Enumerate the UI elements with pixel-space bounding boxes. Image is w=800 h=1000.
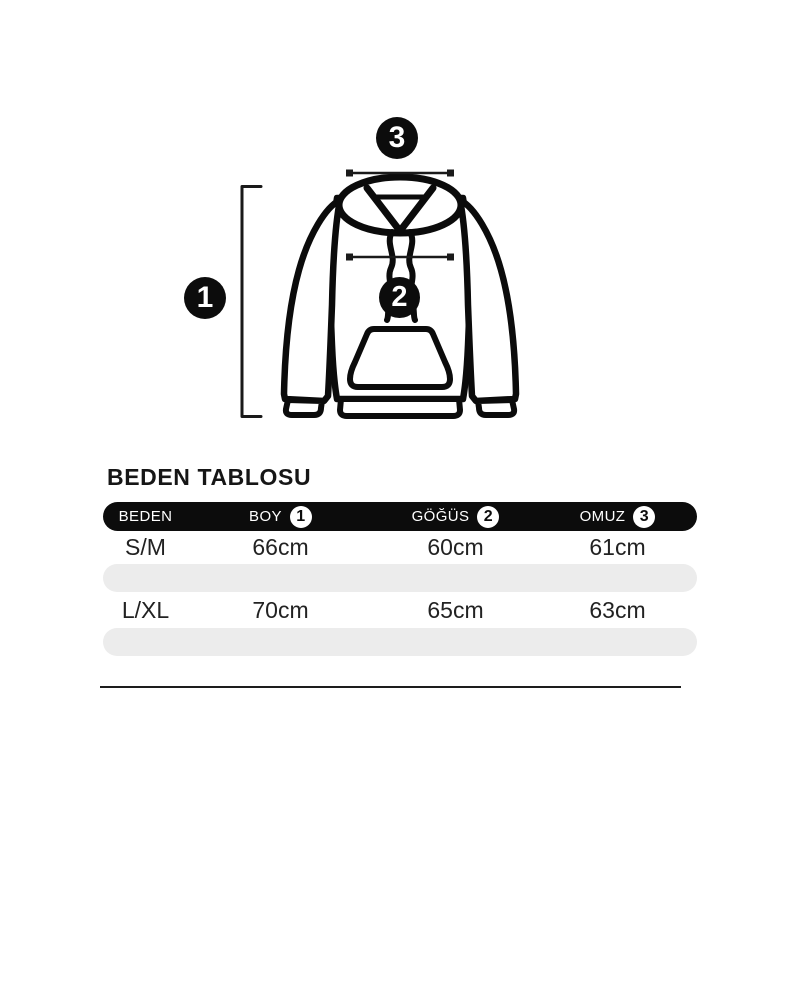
size-table-header-row <box>103 502 697 531</box>
measurement-badge-shoulder-number: 3 <box>388 121 406 154</box>
header-label-chest: GÖĞÜS <box>411 508 470 525</box>
cell-length: 70cm <box>252 596 309 623</box>
measurement-badge-chest <box>379 277 420 318</box>
measurement-badge-shoulder <box>376 117 418 159</box>
measurement-badge-chest-number: 2 <box>391 281 408 313</box>
cell-size: S/M <box>125 534 166 560</box>
table-row <box>103 531 697 564</box>
size-table-title: BEDEN TABLOSU <box>107 464 312 490</box>
measurement-badge-length <box>184 277 226 319</box>
cell-shoulder: 63cm <box>589 596 646 623</box>
header-badge-length: 1 <box>290 506 312 528</box>
cell-chest: 60cm <box>427 534 484 560</box>
table-stripe-row <box>103 564 697 592</box>
chest-measure-end-right <box>447 254 454 261</box>
hoodie-hem-band <box>340 399 460 416</box>
shoulder-measure-end-right <box>447 170 454 177</box>
hoodie-sleeve-right <box>460 200 516 401</box>
size-table <box>103 502 697 656</box>
shoulder-measure-end-left <box>346 170 353 177</box>
hoodie-pocket <box>350 329 450 387</box>
hoodie-cuff-left <box>286 400 322 415</box>
hoodie-hood <box>339 177 461 233</box>
header-cell-length <box>188 506 373 528</box>
bottom-divider <box>100 686 681 688</box>
cell-chest: 65cm <box>427 596 484 623</box>
cell-shoulder: 61cm <box>589 534 646 560</box>
hoodie-cuff-right <box>478 400 514 415</box>
header-label-length: BOY <box>249 508 282 525</box>
header-cell-chest <box>373 506 538 528</box>
hoodie-diagram <box>160 100 560 450</box>
hoodie-sleeve-left <box>284 200 340 401</box>
header-badge-chest: 2 <box>477 506 499 528</box>
cell-size: L/XL <box>121 596 170 623</box>
table-row <box>103 592 697 628</box>
header-cell-size <box>103 508 188 525</box>
header-badge-shoulder: 3 <box>633 506 655 528</box>
header-cell-shoulder <box>538 506 697 528</box>
length-measure-bracket <box>242 187 261 417</box>
header-label-size: BEDEN <box>118 508 173 525</box>
chest-measure-end-left <box>346 254 353 261</box>
table-stripe-row <box>103 628 697 656</box>
measurement-badge-length-number: 1 <box>196 281 214 314</box>
header-label-shoulder: OMUZ <box>579 508 626 525</box>
cell-length: 66cm <box>252 534 309 560</box>
